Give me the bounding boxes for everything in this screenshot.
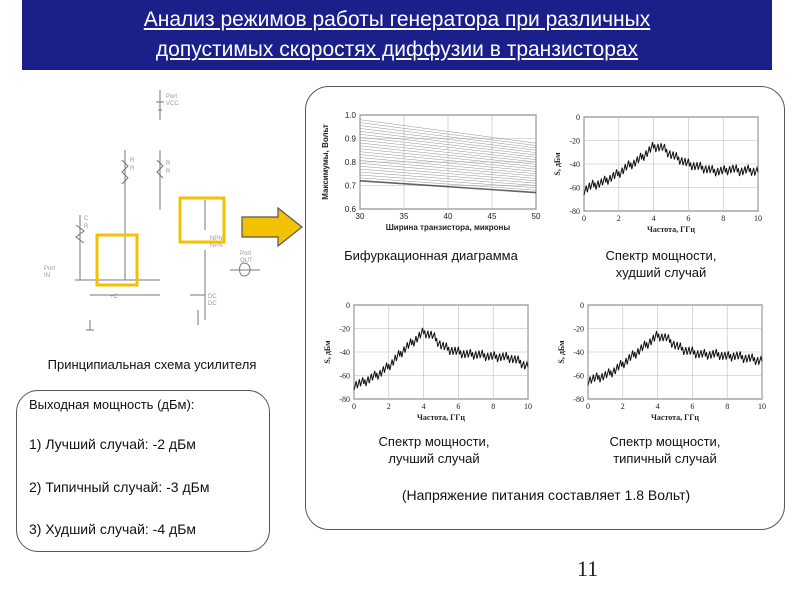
x-axis-label: Частота, ГГц [647, 225, 695, 234]
schematic-label: IN [44, 273, 50, 279]
y-tick-label: -80 [339, 395, 350, 404]
x-tick-label: 0 [352, 402, 356, 411]
y-tick-label: 0.8 [344, 158, 356, 167]
y-tick-label: 0 [580, 301, 584, 310]
schematic-label: Port [44, 266, 56, 272]
spectrum-worst-caption-line1: Спектр мощности, [605, 248, 717, 263]
arrow-right-icon [240, 206, 304, 248]
spectrum-series-line [354, 328, 528, 390]
title-line-2: допустимых скоростях диффузии в транзисторах [155, 38, 639, 61]
schematic-label: NPN [210, 243, 223, 249]
y-tick-label: -20 [339, 324, 350, 334]
y-tick-label: 0.7 [344, 181, 356, 191]
y-tick-label: -80 [573, 395, 584, 404]
y-tick-label: -80 [569, 207, 580, 216]
schematic-label: VCC [166, 101, 179, 107]
spectrum-typical-plot [554, 297, 776, 427]
spectrum-worst-plot [550, 109, 772, 239]
x-tick-label: 45 [487, 212, 497, 221]
y-tick-label: -40 [573, 348, 584, 357]
results-panel [305, 86, 785, 530]
schematic-label: R [84, 224, 89, 230]
x-axis-label: Частота, ГГц [417, 413, 465, 422]
spectrum-best-caption-line2: лучший случай [388, 451, 480, 466]
y-tick-label: 0 [346, 301, 350, 310]
spectrum-worst-caption-line2: худший случай [615, 265, 707, 280]
y-axis-label: S, дБм [557, 340, 566, 364]
y-tick-label: 0.9 [344, 134, 356, 144]
x-axis-label: Ширина транзистора, микроны [385, 223, 511, 232]
schematic-label: R [130, 158, 135, 164]
x-tick-label: 40 [443, 212, 453, 221]
x-tick-label: 6 [686, 214, 691, 223]
spectrum-best-caption-line1: Спектр мощности, [378, 434, 490, 449]
y-axis-label: S, дБм [553, 152, 562, 176]
y-tick-label: -40 [569, 160, 580, 169]
x-tick-label: 0 [582, 214, 586, 223]
spectrum-typical-caption [554, 433, 776, 467]
output-power-box [16, 390, 270, 552]
y-axis-label: Максимумы, Вольт [321, 124, 330, 200]
bifurcation-diagram [318, 109, 546, 239]
schematic-label: Port [166, 94, 178, 100]
schematic-label: Port [240, 251, 252, 257]
supply-voltage-note: (Напряжение питания составляет 1.8 Вольт) [401, 487, 691, 503]
x-tick-label: 8 [721, 214, 726, 223]
spectrum-typical-caption-line2: типичный случай [613, 451, 717, 466]
x-tick-label: 4 [421, 402, 426, 411]
schematic-label: R [166, 161, 171, 167]
x-tick-label: 8 [491, 402, 496, 411]
y-tick-label: -60 [573, 371, 584, 381]
x-tick-label: 10 [758, 402, 766, 411]
schematic-label: NPN [210, 236, 223, 242]
spectrum-typical-caption-line1: Спектр мощности, [609, 434, 721, 449]
spectrum-series-line [588, 331, 762, 385]
title-line-1: Анализ режимов работы генератора при различных [143, 8, 651, 31]
spectrum-best-plot [320, 297, 548, 427]
y-tick-label: -60 [339, 371, 350, 381]
y-tick-label: -40 [339, 348, 350, 357]
schematic-label: C [84, 216, 89, 222]
y-tick-label: 0.6 [344, 205, 356, 214]
x-tick-label: 4 [651, 214, 656, 223]
output-power-best: 1) Лучший случай: -2 дБм [29, 436, 196, 452]
x-tick-label: 30 [355, 212, 365, 221]
x-tick-label: 2 [616, 214, 621, 223]
x-tick-label: 2 [620, 402, 625, 411]
bifurcation-caption: Бифуркационная диаграмма [344, 248, 518, 263]
spectrum-worst-caption [550, 247, 772, 281]
x-axis-label: Частота, ГГц [651, 413, 699, 422]
x-tick-label: 0 [586, 402, 590, 411]
page-number: 11 [577, 556, 599, 581]
schematic-label: +C [110, 294, 118, 300]
x-tick-label: 2 [386, 402, 391, 411]
y-tick-label: 1.0 [344, 111, 356, 120]
x-tick-label: 6 [456, 402, 461, 411]
spectrum-series-line [584, 142, 758, 195]
x-tick-label: 10 [524, 402, 532, 411]
output-power-heading: Выходная мощность (дБм): [29, 397, 195, 412]
x-tick-label: 4 [655, 402, 660, 411]
schematic-label: R [130, 166, 135, 172]
y-tick-label: -20 [569, 136, 580, 146]
x-tick-label: 10 [754, 214, 762, 223]
schematic-label: OUT [240, 258, 253, 264]
title-bar [22, 0, 772, 70]
y-tick-label: 0 [576, 113, 580, 122]
output-power-typical: 2) Типичный случай: -3 дБм [29, 479, 210, 495]
schematic-label: R [166, 169, 171, 175]
schematic-label: DC [208, 294, 217, 300]
y-axis-label: S, дБм [323, 340, 332, 364]
x-tick-label: 8 [725, 402, 730, 411]
schematic-label: DC [208, 301, 217, 307]
x-tick-label: 35 [399, 212, 409, 221]
y-tick-label: -20 [573, 324, 584, 334]
highlight-box-left [97, 235, 137, 285]
x-tick-label: 50 [531, 212, 541, 221]
output-power-worst: 3) Худший случай: -4 дБм [29, 521, 197, 537]
y-tick-label: -60 [569, 183, 580, 193]
spectrum-best-caption [320, 433, 548, 467]
x-tick-label: 6 [690, 402, 695, 411]
schematic-caption: Принципиальная схема усилителя [47, 357, 257, 372]
